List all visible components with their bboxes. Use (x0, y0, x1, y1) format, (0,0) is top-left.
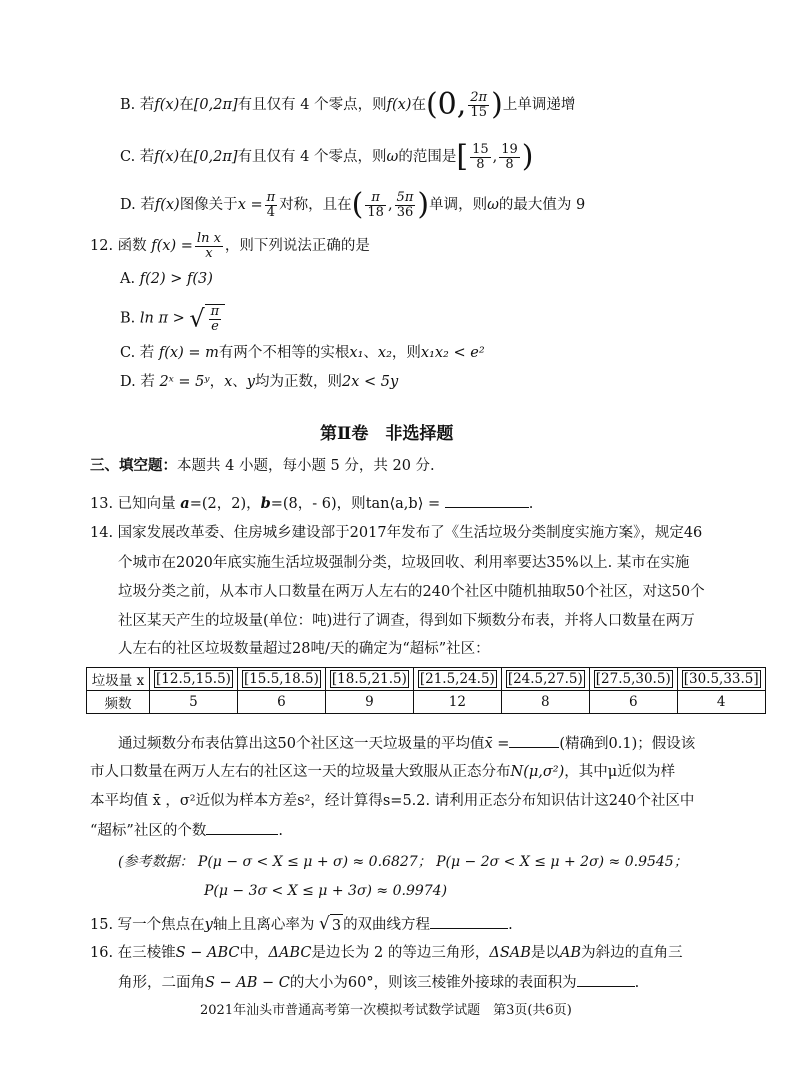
table-header: 垃圾量 x (87, 668, 150, 691)
q14-line-3: 垃圾分类之前，从本市人口数量在两万人左右的240个社区中随机抽取50个社区，对这50个 (118, 584, 705, 600)
answer-blank[interactable] (577, 971, 635, 987)
part3-heading: 三、填空题：本题共 4 小题，每小题 5 分，共 20 分. (90, 457, 435, 474)
table-cell: 5 (150, 691, 238, 714)
frequency-table (86, 667, 766, 714)
q16-line-2: 角形，二面角S − AB − C的大小为60°，则该三棱锥外接球的表面积为 . (118, 971, 639, 994)
q14-reference-1: (参考数据： P(μ − σ < X ≤ μ + σ) ≈ 0.6827； P(μ − 2σ < X ≤ μ + 2σ) ≈ 0.9545； (118, 854, 688, 870)
q11-option-c: C. 若f(x)在[0,2π]有且仅有 4 个零点，则ω的范围是[ $\frac{15}{8}$ , $\frac{19}{8}$ ) (120, 139, 534, 174)
q14-para-3: 本平均值 x̄ ，σ²近似为样本方差s²，经计算得s=5.2. 请利用正态分布知识估计这240个社区中 (90, 793, 695, 809)
page-footer: 2021年汕头市普通高考第一次模拟考试数学试题 第3页(共6页) (200, 1003, 572, 1018)
q14-line-5: 人左右的社区垃圾数量超过28吨/天的确定为“超标”社区： (118, 641, 490, 657)
answer-blank[interactable] (206, 819, 278, 835)
table-cell: 4 (677, 691, 765, 714)
answer-blank[interactable] (509, 732, 559, 748)
q12-option-d: D. 若 2ˣ = 5ʸ，x、y均为正数，则2x < 5y (120, 374, 399, 390)
q15: 15. 写一个焦点在y轴上且离心率为 √ 3 的双曲线方程 . (90, 913, 513, 937)
q14-para-1: 通过频数分布表估算出这50个社区这一天垃圾量的平均值x̄ = (精确到0.1)；假设该 (118, 732, 695, 755)
answer-blank[interactable] (430, 913, 508, 929)
q11-option-b: B. 若f(x)在[0,2π]有且仅有 4 个零点，则f(x)在(0, $\frac{2\pi}{15}$ )上单调递增 (120, 87, 576, 122)
q14-line-2: 个城市在2020年底实施生活垃圾强制分类，垃圾回收、利用率要达35%以上. 某市在实施 (118, 555, 690, 571)
table-cell: 6 (589, 691, 677, 714)
q12-option-b: B. ln π > √ $\frac{\pi}{e}$ (120, 304, 225, 333)
table-cell: [21.5,24.5) (413, 668, 501, 691)
table-cell: [12.5,15.5) (150, 668, 238, 691)
table-cell: [15.5,18.5) (237, 668, 325, 691)
q11-option-d: D. 若f(x)图像关于x = $\frac{\pi}{4}$ 对称，且在( $\frac{\pi}{18}$ , $\frac{5\pi}{36}$ )单调，则ω的最大值为 9 (120, 187, 586, 222)
table-row (87, 668, 766, 691)
fraction: $\frac{2\pi}{15}$ (470, 89, 488, 120)
q12-option-c: C. 若 f(x) = m有两个不相等的实根x₁、x₂，则x₁x₂ < e² (120, 345, 485, 361)
q14-para-4: “超标”社区的个数 . (90, 819, 283, 842)
table-cell: [24.5,27.5) (501, 668, 589, 691)
table-cell: 12 (413, 691, 501, 714)
table-cell: [30.5,33.5] (677, 668, 765, 691)
fraction: $\frac{\pi}{18}$ (367, 189, 384, 220)
table-cell: [27.5,30.5) (589, 668, 677, 691)
q14-line-4: 社区某天产生的垃圾量(单位：吨)进行了调查，得到如下频数分布表，并将人口数量在两万 (118, 613, 695, 629)
answer-blank[interactable] (445, 492, 529, 508)
q12-option-a: A. f(2) > f(3) (120, 271, 213, 287)
fraction: $\frac{\text{ln x}}{x}$ (196, 231, 221, 261)
q14-reference-2: P(μ − 3σ < X ≤ μ + 3σ) ≈ 0.9974) (204, 883, 448, 899)
table-row (87, 691, 766, 714)
table-header: 频数 (87, 691, 150, 714)
sqrt: √ $\frac{\pi}{e}$ (189, 304, 225, 333)
table-cell: 8 (501, 691, 589, 714)
q14-para-2: 市人口数量在两万人左右的社区这一天的垃圾量大致服从正态分布N(μ,σ²)，其中μ近似为样 (90, 764, 676, 780)
fraction: $\frac{5\pi}{36}$ (396, 189, 414, 220)
table-cell: [18.5,21.5) (325, 668, 413, 691)
fraction: $\frac{19}{8}$ (501, 141, 518, 172)
fraction: $\frac{15}{8}$ (472, 141, 489, 172)
q13: 13. 已知向量 a=(2，2)，b=(8，- 6)，则tan⟨a,b⟩ = . (90, 492, 533, 515)
q12-stem: 12. 函数 f(x) = $\frac{\text{ln x}}{x}$ ，则下列说法正确的是 (90, 231, 370, 261)
sqrt: √ 3 (319, 913, 343, 937)
table-cell: 9 (325, 691, 413, 714)
section-title: 第Ⅱ卷 非选择题 (320, 424, 454, 444)
fraction: $\frac{\pi}{4}$ (266, 189, 276, 220)
table-cell: 6 (237, 691, 325, 714)
q14-line-1: 14. 国家发展改革委、住房城乡建设部于2017年发布了《生活垃圾分类制度实施方案》，规定46 (90, 525, 703, 541)
q16-line-1: 16. 在三棱锥S − ABC中，ΔABC是边长为 2 的等边三角形，ΔSAB是以AB为斜边的直角三 (90, 945, 683, 961)
